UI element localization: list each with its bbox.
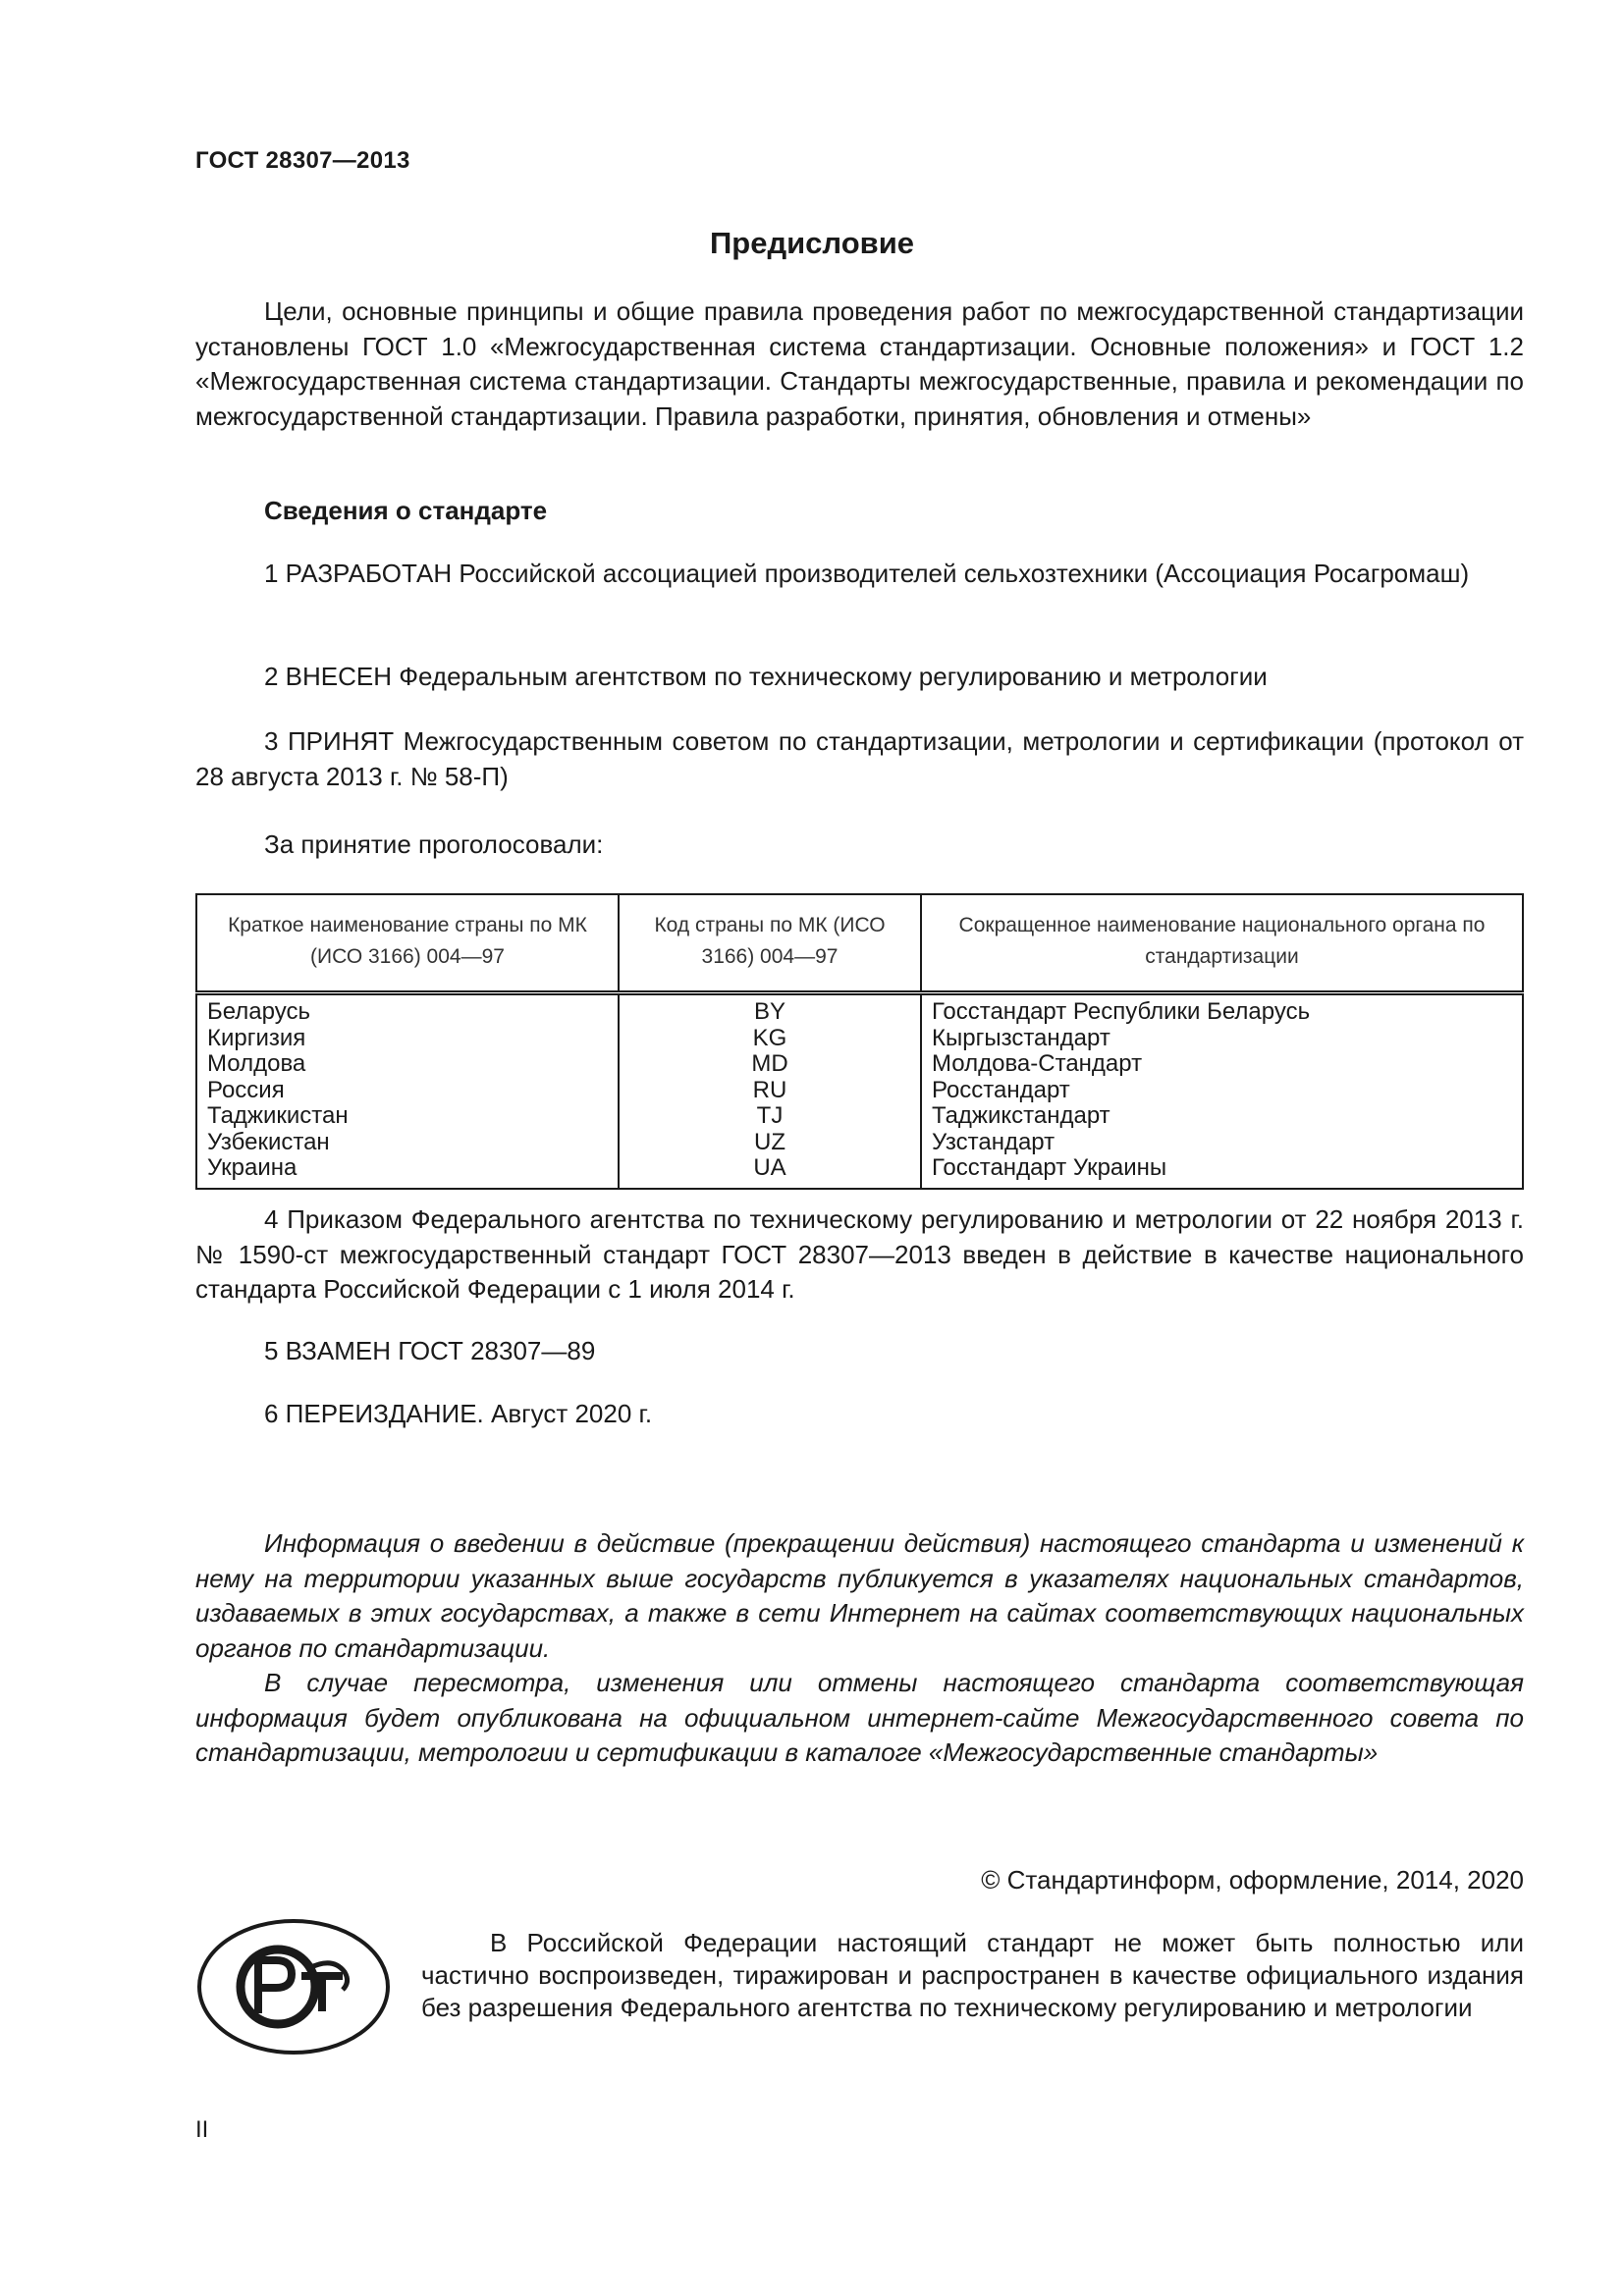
item-reissue: 6 ПЕРЕИЗДАНИЕ. Август 2020 г.	[264, 1399, 653, 1428]
header-country-code: Код страны по МК (ИСО 3166) 004—97	[619, 894, 921, 993]
table-cell: Украина	[207, 1154, 298, 1181]
copyright-notice: © Стандартинформ, оформление, 2014, 2020	[981, 1865, 1524, 1895]
page-title: Предисловие	[709, 226, 914, 260]
item-replaces: 5 ВЗАМЕН ГОСТ 28307—89	[264, 1336, 596, 1365]
intro-paragraph: Цели, основные принципы и общие правила проведения работ по межгосударственной стандартизации установлены ГОСТ 1.0 «Межгосударственная система стандартизации. Основные положения» и ГОСТ 1.2 «Межгосударственная система стандартизации. Стандарты межгосударственные, правила и рекомендации по межгосударственной стандартизации. Правила разработки, принятия, обновления и отмены»	[195, 296, 1524, 431]
table-cell: UA	[753, 1154, 786, 1181]
voted-intro: За принятие проголосовали:	[264, 829, 604, 859]
voting-table	[195, 893, 1524, 1190]
table-header-row	[196, 894, 1523, 993]
table-cell: Таджикстандарт	[932, 1102, 1110, 1129]
table-cell: Молдова	[207, 1050, 306, 1077]
table-cell: Госстандарт Украины	[932, 1154, 1167, 1181]
table-cell: MD	[751, 1050, 788, 1077]
table-cell: Узбекистан	[207, 1128, 330, 1155]
header-country-name: Краткое наименование страны по МК (ИСО 3166) 004—97	[196, 894, 619, 993]
table-cell: Молдова-Стандарт	[932, 1050, 1143, 1077]
page-number: II	[195, 2116, 209, 2143]
table-cell: BY	[753, 998, 785, 1025]
item-order: 4 Приказом Федерального агентства по техническому регулированию и метрологии от 22 ноября 2013 г. № 1590-ст межгосударственный стандарт ГОСТ 28307—2013 введен в действие в качестве национального стандарта Российской Федерации с 1 июля 2014 г.	[195, 1204, 1524, 1304]
standard-code: ГОСТ 28307—2013	[195, 147, 410, 174]
national-bodies-cell	[921, 993, 1523, 1189]
table-cell: Таджикистан	[207, 1102, 349, 1129]
table-cell: RU	[752, 1076, 787, 1103]
item-introduced: 2 ВНЕСЕН Федеральным агентством по техническому регулированию и метрологии	[264, 662, 1268, 691]
table-cell: Киргизия	[207, 1024, 306, 1051]
rights-notice: В Российской Федерации настоящий стандарт не может быть полностью или частично воспроизведен, тиражирован и распространен в качестве официального издания без разрешения Федерального агентства по техническому регулированию и метрологии	[421, 1928, 1524, 2022]
info-paragraph-1: Информация о введении в действие (прекращении действия) настоящего стандарта и изменений к нему на территории указанных выше государств публикуется в указателях национальных стандартов, издаваемых в этих государствах, а также в сети Интернет на сайтах соответствующих национальных органов по стандартизации.	[195, 1528, 1524, 1663]
table-cell: Росстандарт	[932, 1076, 1070, 1103]
table-cell: Беларусь	[207, 998, 310, 1025]
country-names-cell	[196, 993, 619, 1189]
country-codes-cell	[619, 993, 921, 1189]
header-national-body: Сокращенное наименование национального органа по стандартизации	[921, 894, 1523, 993]
table-cell: Узстандарт	[932, 1128, 1056, 1155]
info-paragraph-2: В случае пересмотра, изменения или отмены настоящего стандарта соответствующая информация будет опубликована на официальном интернет-сайте Межгосударственного совета по стандартизации, метрологии и сертификации в каталоге «Межгосударственные стандарты»	[195, 1668, 1524, 1767]
rst-seal-icon	[195, 1917, 392, 2056]
table-cell: Россия	[207, 1076, 285, 1103]
item-adopted: 3 ПРИНЯТ Межгосударственным советом по стандартизации, метрологии и сертификации (протокол от 28 августа 2013 г. № 58-П)	[195, 726, 1524, 791]
section-heading: Сведения о стандарте	[264, 496, 548, 525]
table-cell: KG	[752, 1024, 787, 1051]
table-cell: TJ	[756, 1102, 784, 1129]
table-cell: Кыргызстандарт	[932, 1024, 1110, 1051]
table-cell: UZ	[754, 1128, 785, 1155]
table-cell: Госстандарт Республики Беларусь	[932, 998, 1311, 1025]
table-body-row	[196, 993, 1523, 1189]
item-developed: 1 РАЗРАБОТАН Российской ассоциацией производителей сельхозтехники (Ассоциация Росагромаш)	[264, 559, 1470, 588]
